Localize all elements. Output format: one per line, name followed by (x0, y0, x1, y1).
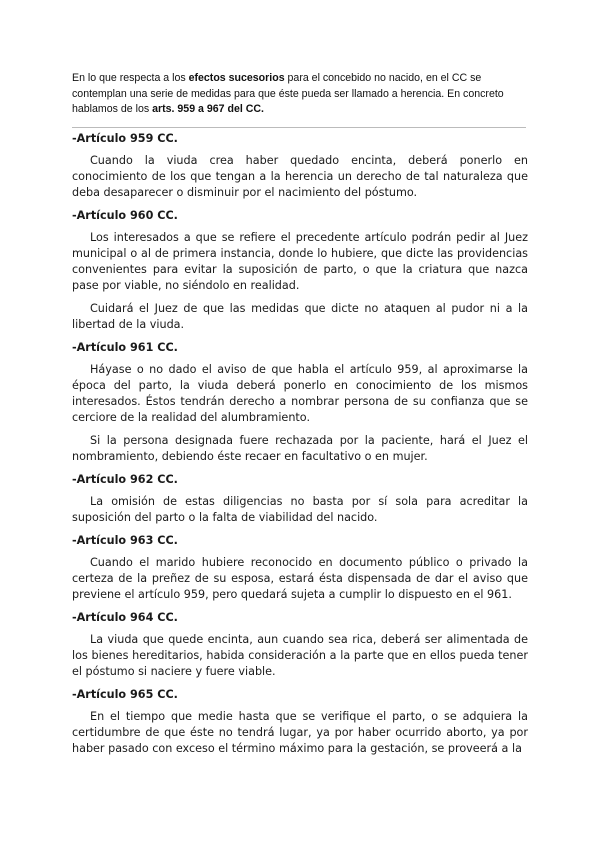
intro-bold-1: efectos sucesorios (188, 72, 285, 84)
article-heading: -Artículo 962 CC. (72, 473, 178, 486)
article-965 (72, 687, 528, 757)
article-paragraph: Si la persona designada fuere rechazada por la paciente, hará el Juez el nombramiento, debiendo éste recaer en facultativo o en mujer. (72, 434, 528, 463)
article-961 (72, 340, 528, 465)
horizontal-divider (72, 127, 526, 128)
intro-paragraph (72, 71, 532, 118)
article-959 (72, 131, 528, 201)
articles-body (72, 131, 528, 764)
intro-text-1: En lo que respecta a los (72, 72, 189, 84)
article-paragraph: Los interesados a que se refiere el precedente artículo podrán pedir al Juez municipal o al de primera instancia, donde lo hubiere, que dicte las providencias convenientes para evitar la suposición de parto, o que la criatura que nazca pase por viable, no siéndolo en realidad. (72, 231, 528, 292)
article-963 (72, 533, 528, 603)
article-964 (72, 610, 528, 680)
article-960 (72, 208, 528, 333)
article-962 (72, 472, 528, 526)
article-heading: -Artículo 963 CC. (72, 534, 178, 547)
article-paragraph: Cuando el marido hubiere reconocido en documento público o privado la certeza de la preñez de su esposa, estará ésta dispensada de dar el aviso que previene el artículo 959, pero quedará sujeta a cumplir lo dispuesto en el 961. (72, 556, 528, 601)
article-heading: -Artículo 964 CC. (72, 611, 178, 624)
intro-text-2: para el concebido no nacido, en el CC se contemplan una serie de medidas para que éste pueda ser llamado a herencia. En concreto hablamos de los (72, 72, 504, 115)
article-paragraph: Cuando la viuda crea haber quedado encinta, deberá ponerlo en conocimiento de los que tengan a la herencia un derecho de tal naturaleza que deba desaparecer o disminuir por el nacimiento del póstumo. (72, 154, 528, 199)
article-paragraph: La viuda que quede encinta, aun cuando sea rica, deberá ser alimentada de los bienes hereditarios, habida consideración a la parte que en ellos pueda tener el póstumo si naciere y fuere viable. (72, 633, 528, 678)
article-paragraph: La omisión de estas diligencias no basta por sí sola para acreditar la suposición del parto o la falta de viabilidad del nacido. (72, 495, 528, 524)
article-heading: -Artículo 960 CC. (72, 209, 178, 222)
article-paragraph: Cuidará el Juez de que las medidas que dicte no ataquen al pudor ni a la libertad de la viuda. (72, 302, 528, 331)
article-paragraph: Háyase o no dado el aviso de que habla el artículo 959, al aproximarse la época del parto, la viuda deberá ponerlo en conocimiento de los mismos interesados. Éstos tendrán derecho a nombrar persona de su confianza que se cerciore de la realidad del alumbramiento. (72, 363, 528, 424)
intro-bold-2: arts. 959 a 967 del CC. (152, 103, 264, 115)
article-paragraph: En el tiempo que medie hasta que se verifique el parto, o se adquiera la certidumbre de que éste no tendrá lugar, ya por haber ocurrido aborto, ya por haber pasado con exceso el término máximo para la gestación, se proveerá a la (72, 710, 528, 755)
article-heading: -Artículo 959 CC. (72, 132, 178, 145)
article-heading: -Artículo 961 CC. (72, 341, 178, 354)
article-heading: -Artículo 965 CC. (72, 688, 178, 701)
